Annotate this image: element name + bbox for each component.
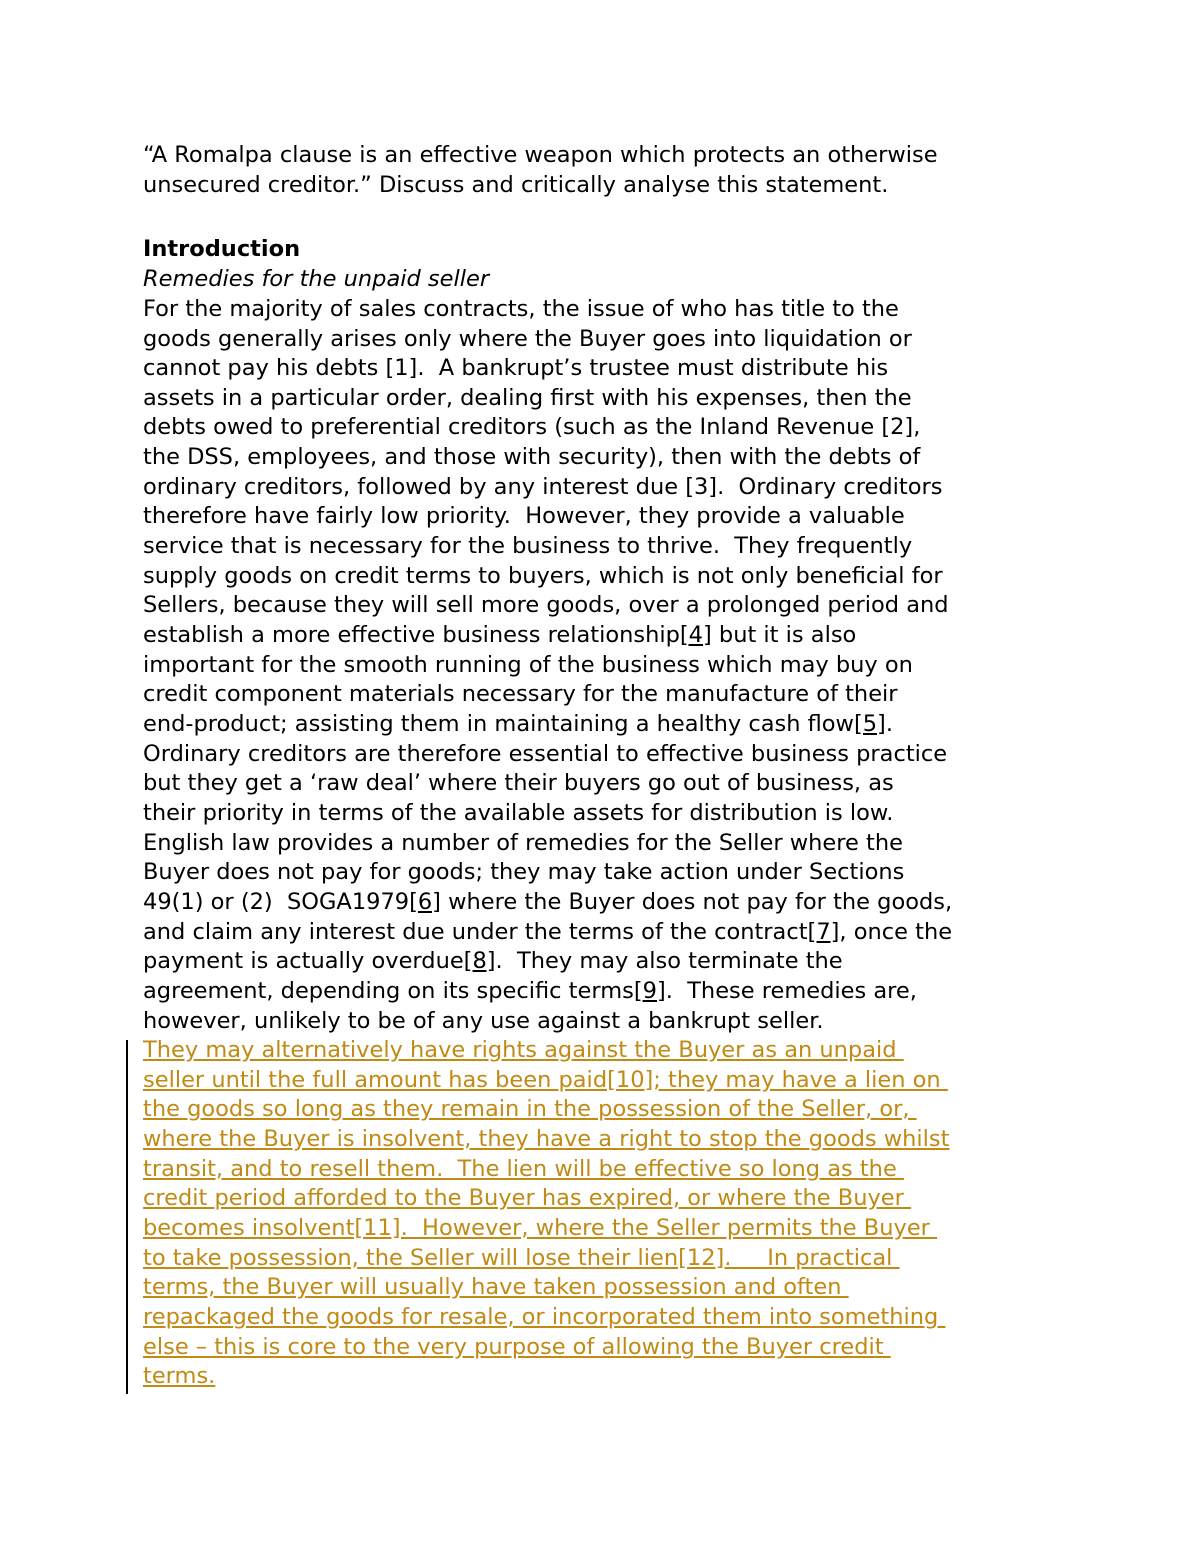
body-text: . They may also terminate the bbox=[495, 948, 843, 974]
tracked-insertion-line[interactable]: terms. bbox=[143, 1363, 216, 1389]
body-text: . These remedies are, bbox=[665, 978, 917, 1004]
body-text: . bbox=[885, 711, 893, 737]
body-line bbox=[143, 918, 952, 948]
body-line bbox=[143, 977, 917, 1007]
tracked-insertion-line[interactable]: credit period afforded to the Buyer has expired, or where the Buyer bbox=[143, 1185, 912, 1211]
body-text: agreement, depending on its specific terms bbox=[143, 978, 634, 1004]
subheading: Remedies for the unpaid seller bbox=[143, 266, 490, 292]
body-line: Ordinary creditors are therefore essential to effective business practice bbox=[143, 741, 948, 767]
tracked-insertion-line[interactable]: to take possession, the Seller will lose their lien[12]. In practical bbox=[143, 1245, 900, 1271]
body-line: but they get a ‘raw deal’ where their buyers go out of business, as bbox=[143, 770, 894, 796]
tracked-insertion-line[interactable]: where the Buyer is insolvent, they have a right to stop the goods whilst bbox=[143, 1126, 950, 1152]
body-text: establish a more effective business relationship bbox=[143, 622, 680, 648]
tracked-insertion-line[interactable]: else – this is core to the very purpose of allowing the Buyer credit bbox=[143, 1334, 891, 1360]
body-text: , once the bbox=[839, 919, 953, 945]
revision-change-bar bbox=[126, 1040, 128, 1394]
essay-question-line-1: “A Romalpa clause is an effective weapon which protects an otherwise bbox=[143, 142, 938, 168]
body-text: but it is also bbox=[711, 622, 857, 648]
body-line bbox=[143, 710, 893, 740]
body-line: debts owed to preferential creditors (such as the Inland Revenue [2], bbox=[143, 414, 921, 440]
body-line: their priority in terms of the available assets for distribution is low. bbox=[143, 800, 894, 826]
body-line: therefore have fairly low priority. However, they provide a valuable bbox=[143, 503, 905, 529]
tracked-insertion-line[interactable]: terms, the Buyer will usually have taken possession and often bbox=[143, 1274, 849, 1300]
body-line: service that is necessary for the business to thrive. They frequently bbox=[143, 533, 913, 559]
footnote-link-7[interactable]: [7] bbox=[807, 919, 840, 945]
tracked-insertion-line[interactable]: the goods so long as they remain in the possession of the Seller, or, bbox=[143, 1096, 917, 1122]
tracked-insertion-line[interactable]: transit, and to resell them. The lien will be effective so long as the bbox=[143, 1156, 904, 1182]
body-line: cannot pay his debts [1]. A bankrupt’s trustee must distribute his bbox=[143, 355, 889, 381]
body-line: Buyer does not pay for goods; they may take action under Sections bbox=[143, 859, 905, 885]
tracked-insertion-line[interactable]: becomes insolvent[11]. However, where the Seller permits the Buyer bbox=[143, 1215, 938, 1241]
tracked-insertion-line[interactable]: seller until the full amount has been paid[10]; they may have a lien on bbox=[143, 1067, 948, 1093]
body-line: credit component materials necessary for the manufacture of their bbox=[143, 681, 898, 707]
body-line: assets in a particular order, dealing first with his expenses, then the bbox=[143, 385, 912, 411]
body-line bbox=[143, 621, 856, 651]
body-line: the DSS, employees, and those with security), then with the debts of bbox=[143, 444, 921, 470]
body-line: however, unlikely to be of any use against a bankrupt seller. bbox=[143, 1008, 824, 1034]
body-line: goods generally arises only where the Buyer goes into liquidation or bbox=[143, 326, 912, 352]
body-line: ordinary creditors, followed by any interest due [3]. Ordinary creditors bbox=[143, 474, 943, 500]
body-text: and claim any interest due under the terms of the contract bbox=[143, 919, 808, 945]
body-line bbox=[143, 947, 843, 977]
essay-question-line-2: unsecured creditor.” Discuss and critically analyse this statement. bbox=[143, 172, 889, 198]
body-line bbox=[143, 888, 952, 918]
footnote-link-8[interactable]: [8] bbox=[463, 948, 496, 974]
body-line: supply goods on credit terms to buyers, which is not only beneficial for bbox=[143, 563, 943, 589]
body-text: payment is actually overdue bbox=[143, 948, 464, 974]
body-line: Sellers, because they will sell more goods, over a prolonged period and bbox=[143, 592, 949, 618]
footnote-link-6[interactable]: [6] bbox=[409, 889, 441, 915]
body-text: end-product; assisting them in maintaining a healthy cash flow bbox=[143, 711, 854, 737]
body-text: 49(1) or (2) SOGA1979 bbox=[143, 889, 410, 915]
body-line: important for the smooth running of the business which may buy on bbox=[143, 652, 913, 678]
section-heading: Introduction bbox=[143, 236, 301, 262]
tracked-insertion-line[interactable]: They may alternatively have rights against the Buyer as an unpaid bbox=[143, 1037, 904, 1063]
footnote-link-5[interactable]: [5] bbox=[853, 711, 886, 737]
tracked-insertion-line[interactable]: repackaged the goods for resale, or incorporated them into something bbox=[143, 1304, 946, 1330]
body-line: English law provides a number of remedies for the Seller where the bbox=[143, 830, 903, 856]
body-text: where the Buyer does not pay for the goods, bbox=[440, 889, 953, 915]
body-line: For the majority of sales contracts, the issue of who has title to the bbox=[143, 296, 899, 322]
footnote-link-4[interactable]: [4] bbox=[679, 622, 712, 648]
footnote-link-9[interactable]: [9] bbox=[633, 978, 666, 1004]
